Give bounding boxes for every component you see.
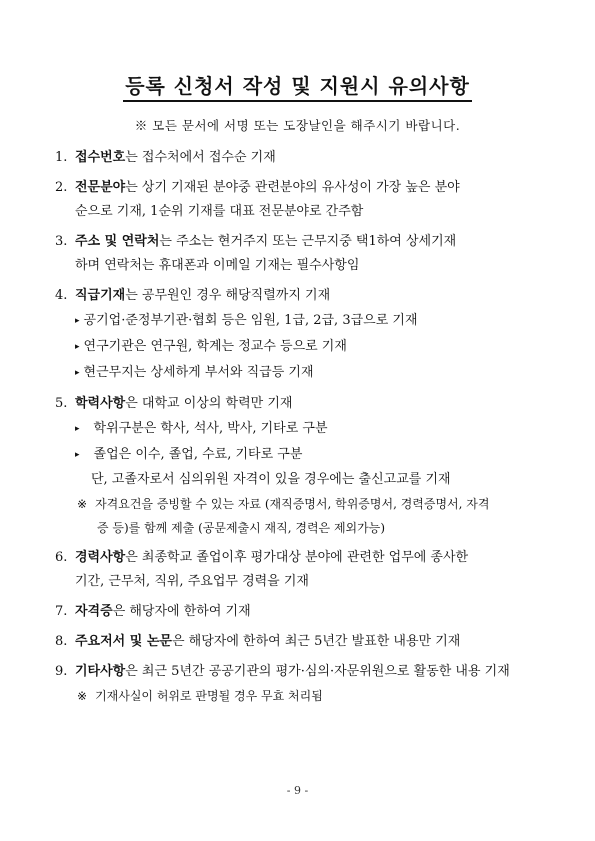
reference-mark-icon: ※ [77,689,88,703]
page-number: - 9 - [286,784,309,797]
list-item-continuation: 순으로 기재, 1순위 기재를 대표 전문분야로 간주함 [75,204,364,219]
list-item: 8. 주요저서 및 논문은 해당자에 한하여 최근 5년간 발표한 내용만 기재 [55,634,461,649]
triangle-bullet-icon: ▸ [75,368,80,378]
footnote-continuation: 증 등)를 함께 제출 (공문제출시 재직, 경력은 제외가능) [97,521,385,535]
sub-item-remark: 단, 고졸자로서 심의위원 자격이 있을 경우에는 출신고교를 기재 [91,472,451,487]
list-item: 6. 경력사항은 최종학교 졸업이후 평가대상 분야에 관련한 업무에 종사한 [55,550,469,565]
list-item: 9. 기타사항은 최근 5년간 공공기관의 평가·심의·자문위원으로 활동한 내용 기재 [55,664,510,679]
sub-item: ▸ 연구기관은 연구원, 학계는 정교수 등으로 기재 [75,339,347,354]
list-item: 5. 학력사항은 대학교 이상의 학력만 기재 [55,396,293,411]
list-item: 7. 자격증은 해당자에 한하여 기재 [55,604,251,619]
list-item-continuation: 하며 연락처는 휴대폰과 이메일 기재는 필수사항임 [75,258,360,273]
reference-mark-icon: ※ [77,497,88,511]
list-item: 1. 접수번호는 접수처에서 접수순 기재 [55,150,276,165]
guideline-list [55,146,545,708]
footnote: ※ 기재사실이 허위로 판명될 경우 무효 처리됨 [77,689,323,703]
list-item: 4. 직급기재는 공무원인 경우 해당직렬까지 기재 [55,288,331,303]
triangle-bullet-icon: ▸ [75,424,80,434]
sub-item: ▸ 현근무지는 상세하게 부서와 직급등 기재 [75,365,314,380]
sub-item: ▸ 공기업·준정부기관·협회 등은 임원, 1급, 2급, 3급으로 기재 [75,313,418,328]
footnote: ※ 자격요건을 증빙할 수 있는 자료 (재직증명서, 학위증명서, 경력증명서, 자격 [77,497,490,511]
signature-notice: ※ 모든 문서에 서명 또는 도장날인을 해주시기 바랍니다. [134,118,461,133]
page-title: 등록 신청서 작성 및 지원시 유의사항 [0,70,595,99]
list-item: 2. 전문분야는 상기 기재된 분야중 관련분야의 유사성이 가장 높은 분야 [55,180,460,195]
triangle-bullet-icon: ▸ [75,342,80,352]
sub-item: ▸ 학위구분은 학사, 석사, 박사, 기타로 구분 [75,421,328,436]
list-item: 3. 주소 및 연락처는 주소는 현거주지 또는 근무지중 택1하여 상세기재 [55,234,457,249]
triangle-bullet-icon: ▸ [75,316,80,326]
list-item-continuation: 기간, 근무처, 직위, 주요업무 경력을 기재 [75,574,309,589]
sub-item: ▸ 졸업은 이수, 졸업, 수료, 기타로 구분 [75,447,303,462]
triangle-bullet-icon: ▸ [75,450,80,460]
